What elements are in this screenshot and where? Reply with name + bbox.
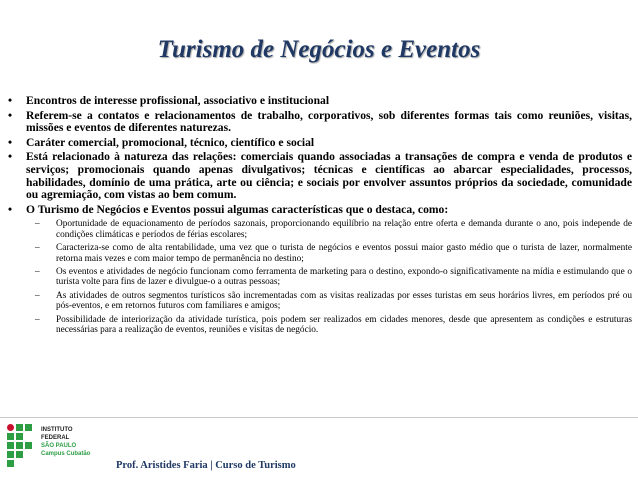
sub-item-text: As atividades de outros segmentos turísticos são incrementadas com as visitas realizadas por esses turistas em seus horários livres, em períodos pré ou pós-eventos, e em retornos futuros com familiares e amigos; [56, 290, 632, 312]
logo-square-icon [25, 442, 32, 449]
sub-item [8, 243, 632, 264]
bullet-item [8, 204, 632, 217]
sub-list [8, 219, 632, 335]
sub-item-text: Possibilidade de interiorização da atividade turística, pois podem ser realizados em cidades menores, desde que apresentem as condições e estruturas necessárias para a realização de eventos, reuniões e visitas de negócio. [56, 314, 632, 335]
institution-logo [7, 424, 102, 472]
dash-marker: – [35, 266, 40, 277]
logo-square-icon [16, 433, 23, 440]
logo-square-icon [7, 460, 14, 467]
logo-red-dot-icon [7, 424, 14, 431]
logo-square-icon [7, 451, 14, 458]
sub-item-text: Caracteriza-se como de alta rentabilidade, uma vez que o turista de negócios e eventos possui maior gasto médio que o turista de lazer, normalmente retorna mais vezes e com maior tempo de permanência no destino; [56, 243, 632, 264]
dash-marker: – [35, 243, 40, 254]
logo-square-icon [16, 424, 23, 431]
logo-square-icon [16, 451, 23, 458]
bullet-text: Encontros de interesse profissional, associativo e institucional [26, 94, 330, 107]
sub-item-text: Oportunidade de equacionamento de períodos sazonais, proporcionando equilíbrio na relação entre oferta e demanda durante o ano, pois independe de condições climáticas e períodos de férias escolares; [56, 219, 632, 240]
logo-line-2: SÃO PAULO [41, 443, 77, 449]
sub-item [8, 315, 632, 336]
sub-item-text: Os eventos e atividades de negócio funcionam como ferramenta de marketing para o destino, expondo-o significativamente na mídia e estimulando que o turista volte para fins de lazer e divulgue-o a outras pessoas; [56, 266, 632, 288]
dash-marker: – [35, 314, 40, 325]
logo-line-3: Campus Cubatão [41, 451, 91, 457]
bullet-marker: • [8, 108, 13, 122]
bullet-text: Caráter comercial, promocional, técnico, científico e social [26, 135, 315, 149]
bullet-marker: • [8, 135, 13, 149]
logo-square-icon [7, 442, 14, 449]
bullet-text: Está relacionado à natureza das relações: comerciais quando associadas a transações de compra e venda de produtos e serviços; promocionais quando apenas divulgativos; técnicas e científicas ao abarcar especialidades, processos, habilidades, domínio de uma prática, arte ou ciência; e sociais por envolver assuntos próprios da sociedade, comunidade ou agremiação, com vistas ao bem comum. [26, 150, 632, 202]
logo-line-1: INSTITUTO FEDERAL [41, 427, 73, 441]
bullet-text: Referem-se a contatos e relacionamentos de trabalho, corporativos, sob diferentes formas tais como reuniões, visitas, missões e eventos de diferentes naturezas. [26, 108, 632, 135]
footer-credit: Prof. Aristides Faria | Curso de Turismo [116, 460, 296, 471]
footer-divider [0, 417, 638, 418]
slide-title: Turismo de Negócios e Eventos [157, 36, 481, 63]
sub-item [8, 219, 632, 240]
logo-square-icon [16, 442, 23, 449]
bullet-marker: • [8, 202, 13, 216]
sub-item [8, 291, 632, 312]
slide-content [8, 95, 632, 338]
dash-marker: – [35, 290, 40, 301]
bullet-item [8, 137, 632, 150]
bullet-item [8, 110, 632, 135]
sub-item [8, 267, 632, 288]
logo-square-icon [7, 433, 14, 440]
dash-marker: – [35, 219, 40, 230]
bullet-marker: • [8, 94, 13, 107]
logo-text [41, 426, 102, 458]
logo-square-icon [25, 424, 32, 431]
bullet-marker: • [8, 150, 13, 164]
bullet-item [8, 95, 632, 108]
bullet-text: O Turismo de Negócios e Eventos possui algumas características que o destaca, como: [26, 202, 449, 216]
bullet-item [8, 151, 632, 201]
